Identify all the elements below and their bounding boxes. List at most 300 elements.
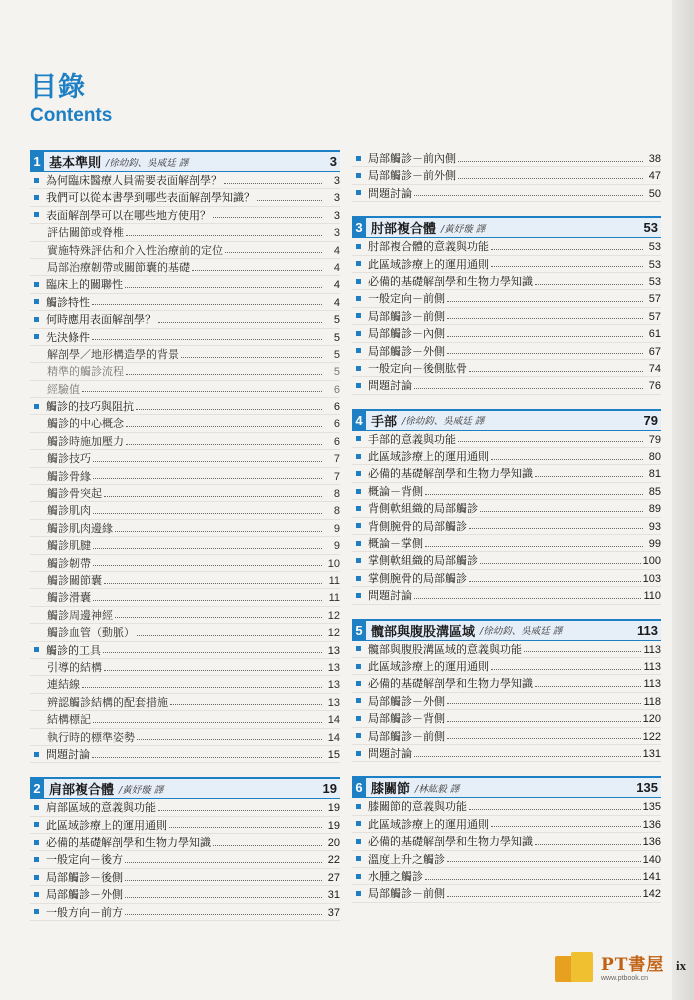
leader-dots: [447, 896, 641, 897]
toc-entry[interactable]: [352, 360, 661, 377]
toc-entry[interactable]: [30, 346, 340, 363]
leader-dots: [491, 459, 643, 460]
chapter-block: [352, 776, 661, 902]
toc-entry[interactable]: [352, 816, 661, 833]
entry-page: 5: [333, 331, 340, 344]
toc-entry[interactable]: [30, 676, 340, 693]
toc-entry[interactable]: [352, 325, 661, 342]
entry-page: 67: [648, 345, 661, 358]
toc-entry[interactable]: [30, 886, 340, 903]
entry-page: 7: [333, 470, 340, 483]
entry-title: 觸診血管（動脈）: [47, 626, 135, 640]
logo-url: www.ptbook.cn: [601, 975, 649, 982]
entry-title: 問題討論: [368, 746, 412, 760]
entry-title: 必備的基礎解剖學和生物力學知識: [368, 467, 533, 481]
toc-entry[interactable]: [30, 869, 340, 886]
leader-dots: [93, 513, 322, 514]
entry-page: 15: [327, 748, 340, 761]
toc-entry[interactable]: [30, 817, 340, 834]
toc-entry[interactable]: [30, 468, 340, 485]
toc-entry[interactable]: [30, 398, 340, 415]
entry-title: 觸診韌帶: [47, 556, 91, 570]
bullet-square-icon: [356, 541, 361, 546]
toc-entry[interactable]: [352, 256, 661, 273]
leader-dots: [125, 287, 322, 288]
chapter-title: 髖部與腹股溝區域: [371, 624, 476, 640]
entry-title: 一般定向－前側: [368, 292, 445, 306]
toc-entry[interactable]: [352, 833, 661, 850]
entry-page: 6: [333, 383, 340, 396]
toc-entry[interactable]: [352, 658, 661, 675]
bullet-square-icon: [356, 698, 361, 703]
entry-title: 問題討論: [368, 379, 412, 393]
leader-dots: [447, 738, 641, 739]
toc-entry[interactable]: [30, 607, 340, 624]
entry-title: 解剖學／地形構造學的背景: [47, 347, 179, 361]
chapter-number: 3: [352, 218, 366, 238]
leader-dots: [414, 195, 643, 196]
entry-title: 膝關節的意義與功能: [368, 800, 467, 814]
bullet-square-icon: [356, 681, 361, 686]
entry-title: 觸診關節囊: [47, 573, 102, 587]
entry-page: 13: [327, 661, 340, 674]
toc-entry[interactable]: [30, 555, 340, 572]
entry-page: 118: [643, 695, 661, 708]
entry-title: 局部觸診－前側: [368, 309, 445, 323]
entry-page: 12: [327, 609, 340, 622]
entry-page: 6: [333, 418, 340, 431]
title-english: Contents: [30, 105, 113, 126]
toc-entry[interactable]: [30, 363, 340, 380]
entry-title: 何時應用表面解剖學？: [46, 313, 156, 327]
toc-entry[interactable]: [352, 570, 661, 587]
entry-page: 31: [327, 889, 340, 902]
toc-entry[interactable]: [352, 868, 661, 885]
toc-entry[interactable]: [30, 433, 340, 450]
leader-dots: [458, 441, 643, 442]
entry-page: 135: [642, 801, 661, 814]
toc-entry[interactable]: [352, 675, 661, 692]
leader-dots: [158, 322, 322, 323]
bullet-square-icon: [34, 822, 39, 827]
leader-dots: [458, 178, 643, 179]
entry-title: 掌側軟組織的局部觸診: [368, 554, 478, 568]
leader-dots: [126, 426, 322, 427]
toc-entry[interactable]: [30, 485, 340, 502]
chapter-header[interactable]: [30, 150, 340, 172]
leader-dots: [93, 722, 322, 723]
entry-title: 髖部與腹股溝區域的意義與功能: [368, 642, 522, 656]
entry-title: 執行時的標準姿勢: [47, 730, 135, 744]
toc-entry[interactable]: [30, 799, 340, 816]
entry-page: 4: [333, 244, 340, 257]
leader-dots: [125, 914, 322, 915]
leader-dots: [414, 388, 643, 389]
entry-page: 4: [333, 279, 340, 292]
bullet-square-icon: [34, 282, 39, 287]
toc-entry[interactable]: [30, 711, 340, 728]
entry-title: 觸診的工具: [46, 643, 101, 657]
toc-entry[interactable]: [352, 798, 661, 815]
toc-entry[interactable]: [352, 343, 661, 360]
bullet-square-icon: [34, 299, 39, 304]
entry-title: 手部的意義與功能: [368, 432, 456, 446]
leader-dots: [213, 217, 322, 218]
entry-page: 10: [327, 557, 340, 570]
chapter-header[interactable]: [352, 619, 661, 641]
leader-dots: [480, 511, 643, 512]
chapter-page: 135: [636, 780, 658, 796]
leader-dots: [480, 563, 641, 564]
leader-dots: [137, 635, 322, 636]
chapter-translator: /徐幼鈞、吳威廷 譯: [402, 416, 485, 428]
leader-dots: [115, 531, 322, 532]
page-title: [30, 72, 112, 128]
toc-entry[interactable]: [352, 483, 661, 500]
toc-entry[interactable]: [30, 381, 340, 398]
entry-page: 99: [648, 538, 661, 551]
entry-title: 局部觸診－外側: [368, 344, 445, 358]
entry-title: 局部觸診－前側: [368, 729, 445, 743]
leader-dots: [535, 686, 641, 687]
toc-entry[interactable]: [352, 500, 661, 517]
chapter-page: 113: [637, 622, 658, 638]
bullet-square-icon: [356, 523, 361, 528]
bullet-square-icon: [34, 647, 39, 652]
toc-entry[interactable]: [30, 729, 340, 746]
toc-entry[interactable]: [352, 448, 661, 465]
toc-entry[interactable]: [352, 728, 661, 745]
bullet-square-icon: [356, 751, 361, 756]
entry-page: 20: [327, 837, 340, 850]
entry-page: 3: [333, 227, 340, 240]
leader-dots: [425, 546, 643, 547]
entry-page: 93: [648, 520, 661, 533]
toc-entry[interactable]: [30, 502, 340, 519]
entry-page: 50: [648, 187, 661, 200]
chapter-translator: /黃妤璇 譯: [441, 223, 486, 235]
leader-dots: [181, 357, 322, 358]
bullet-square-icon: [356, 383, 361, 388]
logo-text: PT書屋: [601, 955, 665, 975]
chapter-page: 53: [643, 220, 658, 236]
entry-title: 必備的基礎解剖學和生物力學知識: [368, 835, 533, 849]
publisher-logo: [555, 948, 664, 984]
toc-entry[interactable]: [352, 693, 661, 710]
entry-page: 4: [333, 296, 340, 309]
toc-entry[interactable]: [352, 885, 661, 902]
toc-entry[interactable]: [30, 572, 340, 589]
bullet-square-icon: [356, 489, 361, 494]
entry-title: 此區域診療上的運用通則: [368, 659, 489, 673]
leader-dots: [93, 565, 322, 566]
bullet-square-icon: [34, 752, 39, 757]
leader-dots: [125, 880, 322, 881]
bullet-square-icon: [34, 857, 39, 862]
entry-title: 背側腕骨的局部觸診: [368, 519, 467, 533]
bullet-square-icon: [356, 874, 361, 879]
leader-dots: [447, 336, 643, 337]
leader-dots: [447, 353, 643, 354]
bullet-square-icon: [356, 558, 361, 563]
entry-title: 精準的觸診流程: [47, 365, 124, 379]
leader-dots: [447, 861, 641, 862]
entry-title: 此區域診療上的運用通則: [368, 450, 489, 464]
toc-entry[interactable]: [352, 273, 661, 290]
entry-page: 8: [333, 505, 340, 518]
entry-page: 5: [333, 366, 340, 379]
entry-page: 53: [648, 258, 661, 271]
chapter-title: 肘部複合體: [371, 222, 437, 238]
entry-title: 此區域診療上的運用通則: [46, 818, 167, 832]
toc-entry[interactable]: [30, 450, 340, 467]
entry-page: 61: [648, 328, 661, 341]
chapter-header[interactable]: [352, 409, 661, 431]
toc-entry[interactable]: [352, 167, 661, 184]
leader-dots: [225, 252, 322, 253]
entry-title: 觸診肌肉: [47, 504, 91, 518]
bullet-square-icon: [34, 317, 39, 322]
entry-title: 連結線: [47, 678, 80, 692]
leader-dots: [469, 371, 643, 372]
toc-entry[interactable]: [352, 308, 661, 325]
leader-dots: [93, 548, 322, 549]
toc-entry[interactable]: [352, 518, 661, 535]
leader-dots: [126, 444, 322, 445]
entry-title: 一般定向－後側肱骨: [368, 361, 467, 375]
chapter-title: 基本準則: [49, 156, 102, 171]
entry-page: 38: [648, 153, 661, 165]
entry-title: 觸診肌腱: [47, 539, 91, 553]
toc-entry[interactable]: [352, 150, 661, 167]
leader-dots: [125, 862, 322, 863]
entry-page: 13: [327, 696, 340, 709]
bullet-square-icon: [356, 593, 361, 598]
chapter-title: 膝關節: [371, 782, 411, 798]
leader-dots: [414, 598, 641, 599]
entry-title: 肘部複合體的意義與功能: [368, 240, 489, 254]
entry-title: 局部觸診－前側: [368, 887, 445, 901]
entry-page: 19: [327, 819, 340, 832]
entry-page: 103: [642, 572, 661, 585]
toc-entry[interactable]: [30, 172, 340, 189]
toc-entry[interactable]: [30, 694, 340, 711]
chapter-number: 6: [352, 778, 366, 798]
toc-entry[interactable]: [30, 329, 340, 346]
leader-dots: [126, 235, 322, 236]
toc-entry[interactable]: [30, 659, 340, 676]
leader-dots: [458, 161, 643, 162]
entry-title: 一般方向－前方: [46, 905, 123, 919]
entry-title: 問題討論: [368, 589, 412, 603]
leader-dots: [103, 652, 322, 653]
toc-column-left: [30, 150, 340, 935]
toc-entry[interactable]: [30, 311, 340, 328]
chapter-header[interactable]: [352, 776, 661, 798]
entry-title: 經驗值: [47, 382, 80, 396]
entry-title: 局部觸診－外側: [46, 888, 123, 902]
leader-dots: [126, 374, 322, 375]
toc-entry[interactable]: [352, 377, 661, 394]
leader-dots: [535, 284, 643, 285]
bullet-square-icon: [356, 261, 361, 266]
toc-entry[interactable]: [30, 834, 340, 851]
entry-page: 110: [643, 590, 661, 603]
book-icon: [555, 948, 595, 984]
toc-entry[interactable]: [352, 851, 661, 868]
entry-page: 6: [333, 401, 340, 414]
entry-page: 5: [333, 314, 340, 327]
leader-dots: [92, 339, 322, 340]
bullet-square-icon: [356, 190, 361, 195]
leader-dots: [491, 266, 643, 267]
entry-title: 掌側腕骨的局部觸診: [368, 571, 467, 585]
toc-entry[interactable]: [352, 465, 661, 482]
toc-entry[interactable]: [352, 290, 661, 307]
leader-dots: [535, 476, 643, 477]
entry-title: 局部治療韌帶或關節囊的基礎: [47, 260, 190, 274]
entry-title: 局部觸診－前內側: [368, 152, 456, 165]
bullet-square-icon: [356, 173, 361, 178]
toc-entry[interactable]: [352, 587, 661, 604]
entry-title: 問題討論: [368, 186, 412, 200]
entry-title: 臨床上的關聯性: [46, 278, 123, 292]
bullet-square-icon: [356, 454, 361, 459]
entry-title: 辨認觸診結構的配套措施: [47, 695, 168, 709]
toc-entry[interactable]: [30, 415, 340, 432]
leader-dots: [257, 200, 322, 201]
bullet-square-icon: [34, 909, 39, 914]
bullet-square-icon: [356, 156, 361, 161]
toc-entry[interactable]: [352, 745, 661, 762]
entry-page: 9: [333, 540, 340, 553]
entry-page: 13: [327, 679, 340, 692]
leader-dots: [104, 670, 322, 671]
entry-title: 觸診骨緣: [47, 469, 91, 483]
entry-page: 3: [333, 175, 340, 187]
toc-entry[interactable]: [352, 552, 661, 569]
toc-entry[interactable]: [30, 520, 340, 537]
entry-page: 37: [327, 906, 340, 919]
toc-entry[interactable]: [30, 746, 340, 763]
toc-entry[interactable]: [30, 242, 340, 259]
leader-dots: [414, 756, 641, 757]
chapter-page: 19: [322, 781, 337, 797]
toc-entry[interactable]: [352, 710, 661, 727]
leader-dots: [469, 528, 643, 529]
entry-page: 53: [648, 275, 661, 288]
entry-title: 為何臨床醫療人員需要表面解剖學？: [46, 174, 222, 187]
leader-dots: [213, 845, 322, 846]
chapter-header[interactable]: [30, 777, 340, 799]
toc-entry[interactable]: [30, 276, 340, 293]
toc-entry[interactable]: [30, 851, 340, 868]
chapter-header[interactable]: [352, 216, 661, 238]
leader-dots: [137, 739, 322, 740]
toc-entry[interactable]: [352, 238, 661, 255]
entry-page: 3: [333, 209, 340, 222]
toc-entry[interactable]: [30, 189, 340, 206]
leader-dots: [93, 478, 322, 479]
toc-entry[interactable]: [30, 537, 340, 554]
toc-entry[interactable]: [30, 904, 340, 921]
entry-title: 局部觸診－背側: [368, 712, 445, 726]
page-edge: [672, 0, 694, 1000]
entry-title: 必備的基礎解剖學和生物力學知識: [368, 274, 533, 288]
entry-page: 19: [327, 802, 340, 815]
entry-title: 背側軟組織的局部觸診: [368, 502, 478, 516]
leader-dots: [125, 897, 322, 898]
chapter-title: 肩部複合體: [49, 783, 115, 799]
entry-page: 141: [642, 870, 661, 883]
leader-dots: [224, 183, 322, 184]
entry-title: 水腫之觸診: [368, 869, 423, 883]
bullet-square-icon: [356, 296, 361, 301]
leader-dots: [447, 301, 643, 302]
entry-page: 27: [327, 871, 340, 884]
entry-title: 觸診骨突起: [47, 487, 102, 501]
toc-entry[interactable]: [352, 185, 661, 202]
entry-title: 局部觸診－外側: [368, 694, 445, 708]
chapter-translator: /徐幼鈞、吳威廷 譯: [480, 626, 563, 638]
leader-dots: [524, 651, 641, 652]
title-chinese: 目錄: [30, 72, 86, 103]
bullet-square-icon: [34, 404, 39, 409]
entry-title: 引導的結構: [47, 660, 102, 674]
leader-dots: [491, 826, 641, 827]
entry-title: 觸診滑囊: [47, 591, 91, 605]
entry-page: 5: [333, 348, 340, 361]
leader-dots: [104, 496, 322, 497]
leader-dots: [82, 391, 322, 392]
leader-dots: [447, 318, 643, 319]
entry-title: 問題討論: [46, 747, 90, 761]
toc-entry[interactable]: [30, 294, 340, 311]
entry-page: 22: [327, 854, 340, 867]
toc-entry[interactable]: [30, 224, 340, 241]
entry-title: 觸診周邊神經: [47, 608, 113, 622]
bullet-square-icon: [356, 733, 361, 738]
toc-entry[interactable]: [30, 624, 340, 641]
bullet-square-icon: [356, 646, 361, 651]
leader-dots: [115, 617, 322, 618]
bullet-square-icon: [34, 212, 39, 217]
chapter-title: 手部: [371, 414, 398, 430]
page-number: ix: [676, 958, 687, 973]
entry-page: 13: [327, 644, 340, 657]
toc-entry[interactable]: [352, 535, 661, 552]
toc-entry[interactable]: [30, 642, 340, 659]
bullet-square-icon: [356, 436, 361, 441]
toc-entry[interactable]: [30, 207, 340, 224]
chapter-number: 4: [352, 410, 366, 430]
bullet-square-icon: [356, 821, 361, 826]
bullet-square-icon: [34, 840, 39, 845]
entry-page: 74: [648, 362, 661, 375]
toc-entry[interactable]: [30, 259, 340, 276]
toc-entry[interactable]: [352, 431, 661, 448]
entry-title: 局部觸診－後側: [46, 870, 123, 884]
leader-dots: [425, 879, 641, 880]
toc-entry[interactable]: [30, 589, 340, 606]
entry-title: 此區域診療上的運用通則: [368, 817, 489, 831]
entry-page: 11: [328, 574, 340, 587]
entry-page: 3: [333, 192, 340, 205]
toc-entry[interactable]: [352, 641, 661, 658]
bullet-square-icon: [356, 891, 361, 896]
entry-page: 57: [648, 293, 661, 306]
bullet-square-icon: [356, 331, 361, 336]
